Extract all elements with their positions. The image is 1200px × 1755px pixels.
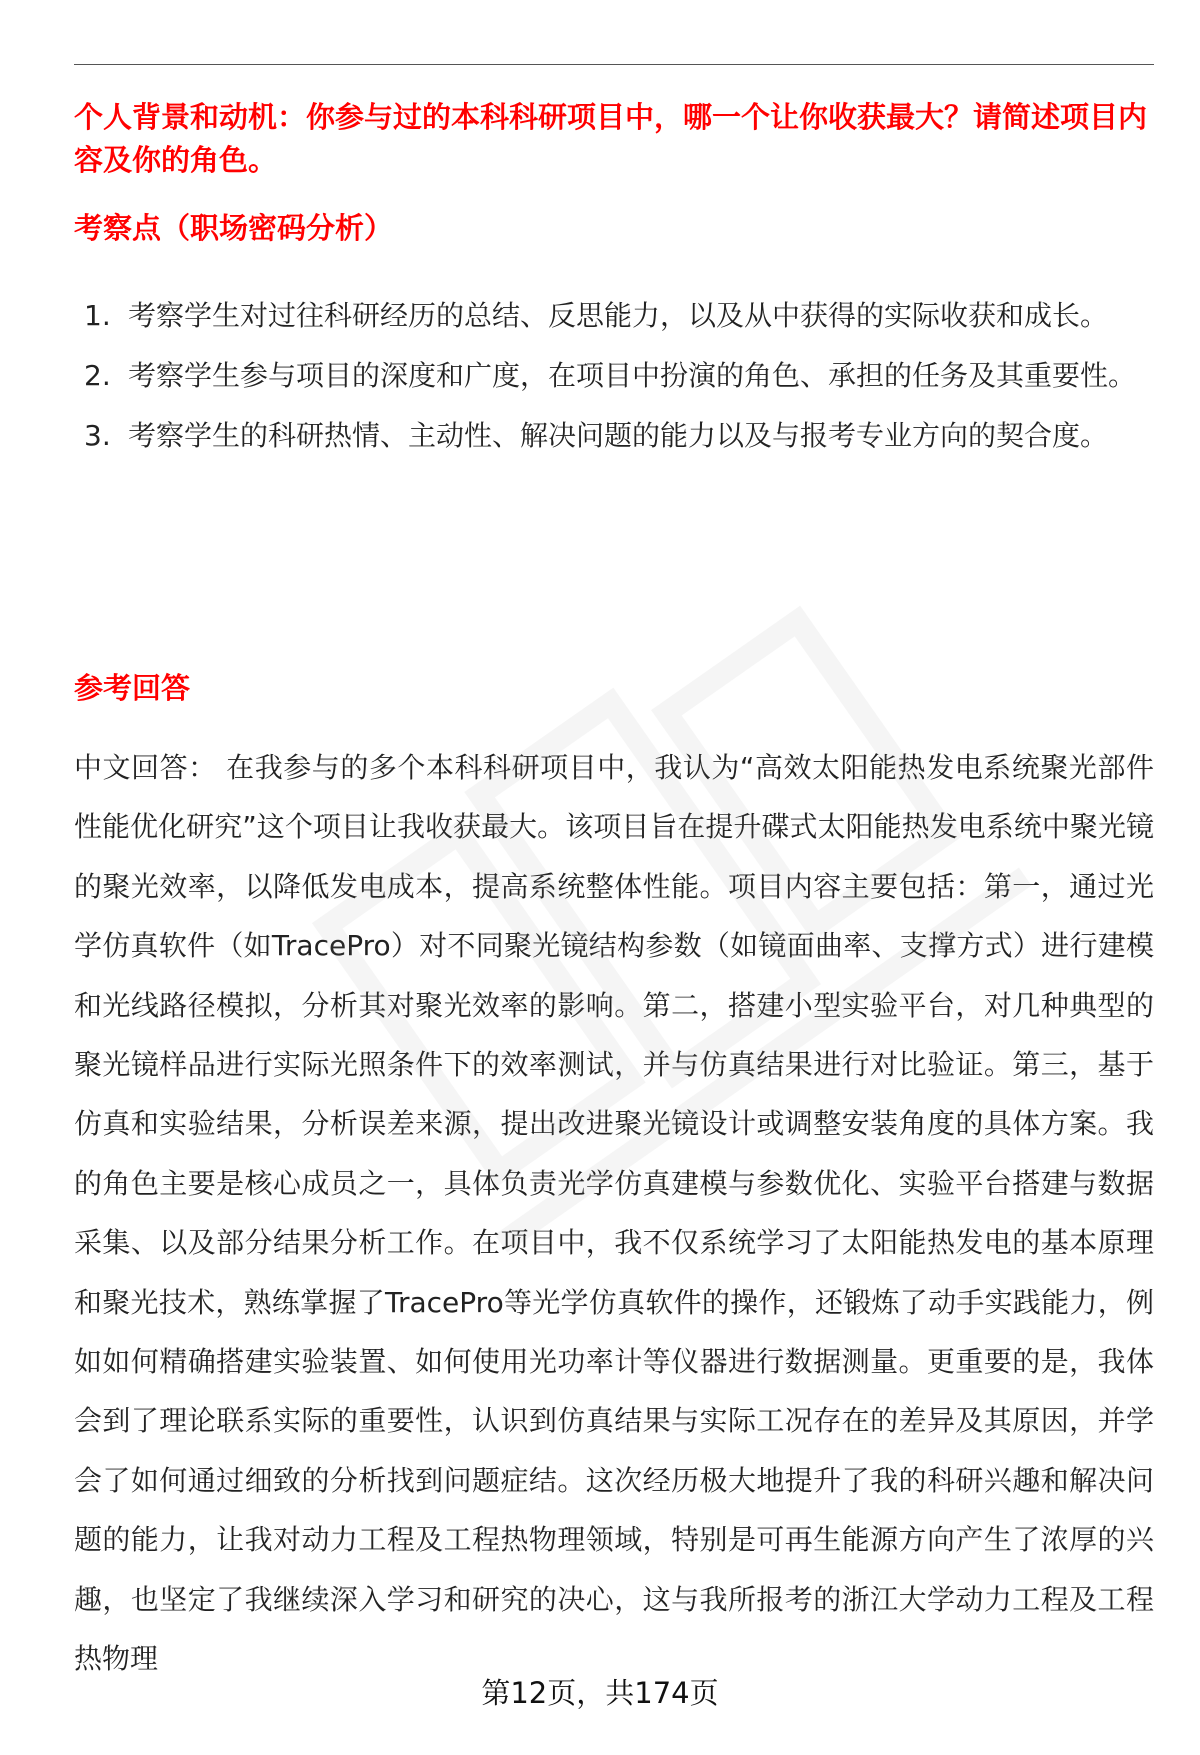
list-item-number: 3. [84,419,111,452]
list-item [74,406,1154,466]
list-item [74,286,1154,346]
top-divider [74,64,1154,65]
exam-points-title: 考察点（职场密码分析） [74,211,394,245]
question-heading: 个人背景和动机：你参与过的本科科研项目中，哪一个让你收获最大？请简述项目内容及你的角色。 [74,100,1148,177]
list-item-number: 2. [84,359,111,392]
page-number: 第12页，共174页 [481,1676,719,1710]
reference-answer-title: 参考回答 [74,671,191,705]
list-item-text: 考察学生的科研热情、主动性、解决问题的能力以及与报考专业方向的契合度。 [128,419,1109,452]
list-item [74,346,1154,406]
list-item-number: 1. [84,299,111,332]
list-item-text: 考察学生对过往科研经历的总结、反思能力，以及从中获得的实际收获和成长。 [128,299,1109,332]
exam-points-list [74,286,1154,466]
reference-answer-body: 中文回答： 在我参与的多个本科科研项目中，我认为“高效太阳能热发电系统聚光部件性能优化研究”这个项目让我收获最大。该项目旨在提升碟式太阳能热发电系统中聚光镜的聚光效率，以降低发电成本，提高系统整体性能。项目内容主要包括：第一，通过光学仿真软件（如TracePro）对不同聚光镜结构参数（如镜面曲率、支撑方式）进行建模和光线路径模拟，分析其对聚光效率的影响。第二，搭建小型实验平台，对几种典型的聚光镜样品进行实际光照条件下的效率测试，并与仿真结果进行对比验证。第三，基于仿真和实验结果，分析误差来源，提出改进聚光镜设计或调整安装角度的具体方案。我的角色主要是核心成员之一，具体负责光学仿真建模与参数优化、实验平台搭建与数据采集、以及部分结果分析工作。在项目中，我不仅系统学习了太阳能热发电的基本原理和聚光技术，熟练掌握了TracePro等光学仿真软件的操作，还锻炼了动手实践能力，例如如何精确搭建实验装置、如何使用光功率计等仪器进行数据测量。更重要的是，我体会到了理论联系实际的重要性，认识到仿真结果与实际工况存在的差异及其原因，并学会了如何通过细致的分析找到问题症结。这次经历极大地提升了我的科研兴趣和解决问题的能力，让我对动力工程及工程热物理领域，特别是可再生能源方向产生了浓厚的兴趣，也坚定了我继续深入学习和研究的决心，这与我所报考的浙江大学动力工程及工程热物理 [74,751,1154,1676]
list-item-text: 考察学生参与项目的深度和广度，在项目中扮演的角色、承担的任务及其重要性。 [128,359,1137,392]
